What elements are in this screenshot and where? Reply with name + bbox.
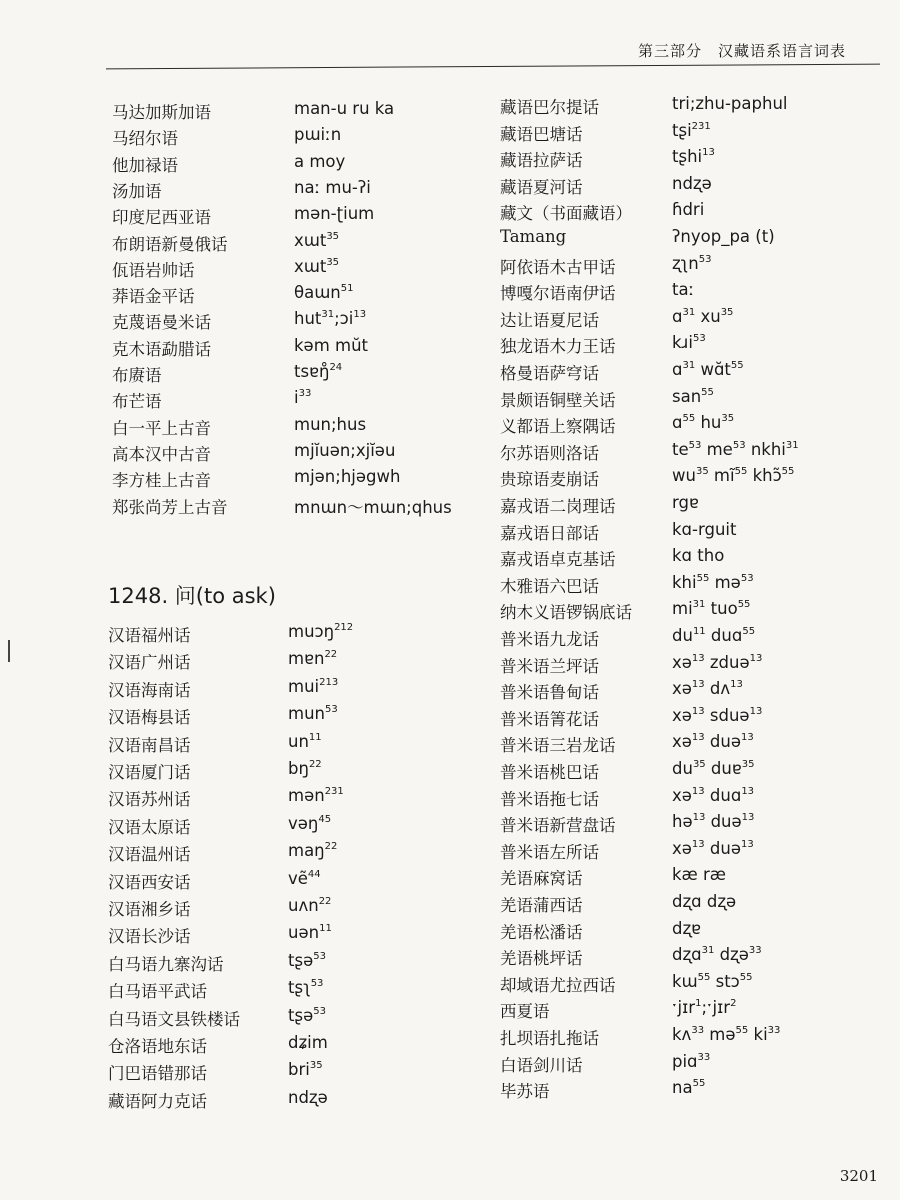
entry-row: [500, 121, 880, 147]
word-form: taː: [672, 280, 695, 300]
word-form: muɔŋ$^{212}$: [288, 622, 354, 641]
language-name: 汉语南昌话: [108, 735, 191, 755]
language-name: 普米语三岩龙话: [500, 736, 616, 756]
word-form: naː mu-ʔi: [294, 177, 371, 197]
entry-row: [500, 732, 880, 758]
language-name: 汉语梅县话: [108, 708, 191, 728]
entry-row: [108, 1060, 480, 1086]
entry-row: [112, 257, 482, 283]
entry-row: [500, 227, 880, 253]
word-form: xə$^{13}$ duə$^{13}$: [672, 732, 754, 752]
word-form: xɯt$^{35}$: [294, 230, 340, 250]
entry-row: [500, 147, 880, 173]
language-name: 独龙语木力王话: [500, 337, 616, 357]
entry-row: [108, 951, 480, 977]
word-form: rgɐ: [672, 493, 699, 512]
word-form: kɑ tho: [672, 546, 725, 566]
entry-row: [108, 732, 480, 758]
word-form: mjən;hjəgwh: [294, 467, 401, 487]
entry-row: [108, 841, 480, 867]
entry-row: [112, 283, 482, 309]
language-name: 汉语广州话: [108, 653, 191, 673]
word-form: xə$^{13}$ duə$^{13}$: [672, 838, 754, 858]
language-name: 藏语巴尔提话: [500, 98, 599, 117]
language-name: 嘉戎语二岗理话: [500, 497, 616, 516]
entry-row: [500, 599, 880, 625]
section-heading: 1248. 问(to ask): [108, 584, 276, 608]
language-name: 白马语文县铁楼话: [108, 1009, 240, 1029]
word-form: $du^{35}$ duɐ$^{35}$: [672, 759, 755, 778]
language-name: 高本汉中古音: [112, 444, 211, 464]
language-name: 汉语湘乡话: [108, 900, 191, 919]
entry-row: [500, 998, 880, 1024]
language-name: 却域语尤拉西话: [500, 975, 616, 995]
language-name: 达让语夏尼话: [500, 310, 599, 330]
page-number: 3201: [839, 1167, 878, 1185]
word-form: xə$^{13}$ duɑ$^{13}$: [672, 785, 755, 805]
entry-row: [112, 178, 482, 204]
word-form: θaɯn$^{51}$: [294, 283, 354, 303]
language-name: 羌语麻窝话: [500, 869, 583, 889]
entry-row: [500, 919, 880, 945]
word-form: ɑ$^{31}$ $wɑ̆t^{55}$: [672, 360, 744, 379]
word-form: xə$^{13}$ sduə$^{13}$: [672, 705, 763, 725]
word-form: vəŋ$^{45}$: [288, 813, 332, 833]
entry-row: [500, 892, 880, 918]
entry-row: [500, 280, 880, 306]
language-name: 普米语箐花话: [500, 709, 599, 729]
entry-row: [500, 626, 880, 652]
language-name: 嘉戎语卓克基话: [500, 550, 616, 570]
entry-row: [108, 923, 480, 949]
entry-row: [500, 307, 880, 333]
language-name: 汉语福州话: [108, 626, 191, 645]
entry-row: [500, 679, 880, 705]
entry-row: [112, 231, 482, 257]
language-name: 羌语松潘话: [500, 922, 583, 942]
word-form: $i^{33}$: [294, 388, 312, 408]
language-name: 普米语新营盘话: [500, 816, 616, 836]
word-form: maŋ$^{22}$: [288, 841, 338, 861]
word-form: san$^{55}$: [672, 386, 714, 406]
entry-row: [500, 1078, 880, 1104]
entry-row: [112, 415, 482, 441]
word-form: $wu^{35}$ $mĩ^{55}$ khɔ̃$^{55}$: [672, 466, 795, 486]
language-name: 克木语勐腊话: [112, 339, 211, 359]
language-name: 嘉戎语日部话: [500, 523, 599, 543]
word-form: uʌn$^{22}$: [288, 896, 332, 915]
entry-row: [500, 1052, 880, 1078]
word-form: $bŋ^{22}$: [288, 759, 322, 778]
language-name: 阿依语木古甲话: [500, 257, 616, 277]
word-form: mjĭuən;xjĭəu: [294, 440, 396, 460]
entry-row: [500, 972, 880, 998]
word-form: ndʐə: [288, 1087, 328, 1107]
language-name: 白马语平武话: [108, 982, 207, 1002]
entry-row: [500, 200, 880, 226]
entry-row: [500, 413, 880, 439]
page-header-title: 第三部分 汉藏语系语言词表: [637, 42, 846, 60]
language-name: 藏语夏河话: [500, 177, 583, 197]
entry-row: [500, 520, 880, 546]
language-name: 印度尼西亚语: [112, 208, 211, 228]
entry-row: [112, 125, 482, 151]
entry-row: [112, 467, 482, 493]
entry-row: [108, 759, 480, 785]
word-form: ɑ$^{31}$ $xu^{35}$: [672, 306, 734, 326]
word-form: ʐʅn$^{53}$: [672, 253, 712, 273]
entry-row: [108, 896, 480, 922]
language-name: 汤加语: [112, 181, 162, 201]
word-form: xɯt$^{35}$: [294, 256, 340, 276]
language-name: 门巴语错那话: [108, 1064, 207, 1084]
language-name: 李方桂上古音: [112, 471, 211, 491]
word-form: ʔnyop_pa (t): [672, 227, 775, 246]
language-name: 景颇语铜壁关话: [500, 390, 616, 410]
entry-row: [500, 945, 880, 971]
language-name: 羌语桃坪话: [500, 949, 583, 969]
entry-row: [500, 360, 880, 386]
word-form: kɯ$^{55}$ stɔ$^{55}$: [672, 971, 753, 991]
word-form: $un^{11}$: [288, 731, 322, 751]
word-form: xə$^{13}$ dʌ$^{13}$: [672, 679, 743, 699]
entry-row: [112, 362, 482, 388]
entry-row: [108, 1006, 480, 1032]
language-name: 毕苏语: [500, 1082, 550, 1102]
language-name: 义都语上察隅话: [500, 417, 616, 437]
word-form: mui$^{213}$: [288, 676, 339, 696]
word-form: mən-ʈium: [294, 204, 375, 224]
language-name: 藏语巴塘话: [500, 124, 583, 144]
entry-row: [500, 865, 880, 891]
word-form: kəm mŭt: [294, 335, 369, 355]
language-name: 藏语阿力克话: [108, 1091, 207, 1111]
word-form: piɑ$^{33}$: [672, 1051, 711, 1071]
language-name: 木雅语六巴话: [500, 576, 599, 596]
entry-row: [500, 493, 880, 519]
language-name: 莽语金平话: [112, 287, 195, 307]
word-form: $te^{53}$ $me^{53}$ nkhi$^{31}$: [672, 439, 799, 459]
language-name: 汉语长沙话: [108, 927, 191, 947]
language-name: 汉语太原话: [108, 817, 191, 837]
word-form: vẽ$^{44}$: [288, 868, 321, 888]
entry-row: [500, 706, 880, 732]
language-name: 汉语温州话: [108, 845, 191, 865]
language-name: 汉语西安话: [108, 872, 191, 892]
language-name: 普米语九龙话: [500, 630, 599, 649]
entry-row: [112, 494, 482, 520]
language-name: 贵琼语麦崩话: [500, 470, 599, 490]
entry-row: [500, 333, 880, 359]
word-form: a moy: [294, 151, 346, 171]
language-name: 仓洛语地东话: [108, 1037, 207, 1056]
language-name: 汉语厦门话: [108, 763, 191, 782]
entry-row: [108, 814, 480, 840]
language-name: 普米语拖七话: [500, 789, 599, 809]
word-form: xə$^{13}$ zduə$^{13}$: [672, 652, 763, 672]
language-name: Tamang: [500, 227, 567, 246]
word-form: ndʐə: [672, 173, 712, 193]
entry-row: [108, 622, 480, 648]
word-form: dʑim: [288, 1033, 328, 1052]
word-form: ˑjɪr$^1$;ˑjɪr$^2$: [672, 998, 737, 1018]
entry-row: [500, 759, 880, 785]
word-form: dʐɐ: [672, 918, 702, 938]
entry-row: [112, 388, 482, 414]
language-name: 白马语九寨沟话: [108, 954, 224, 974]
entry-row: [500, 786, 880, 812]
word-form: khi$^{55}$ mə$^{53}$: [672, 572, 754, 592]
language-name: 藏文（书面藏语）: [500, 204, 632, 224]
language-name: 普米语鲁甸话: [500, 683, 599, 703]
entry-row: [108, 1088, 480, 1114]
word-form: mnɯn～mɯn;qhus: [294, 497, 452, 517]
entry-row: [500, 254, 880, 280]
entry-row: [500, 653, 880, 679]
entry-row: [108, 869, 480, 895]
entry-row: [500, 1025, 880, 1051]
word-form: tsɐŋ̊$^{24}$: [294, 362, 343, 381]
entry-row: [108, 1033, 480, 1059]
word-form: mun;hus: [294, 414, 367, 434]
entry-row: [500, 573, 880, 599]
language-name: 普米语兰坪话: [500, 656, 599, 676]
language-name: 藏语拉萨话: [500, 151, 583, 171]
language-name: 白一平上古音: [112, 418, 211, 438]
entry-row: [500, 440, 880, 466]
entry-row: [112, 204, 482, 230]
word-form: $na^{55}$: [672, 1078, 706, 1098]
word-form: $du^{11}$ duɑ$^{55}$: [672, 626, 756, 645]
language-name: 布芒语: [112, 392, 162, 412]
entry-row: [500, 812, 880, 838]
word-form: ɑ$^{55}$ $hu^{35}$: [672, 413, 735, 433]
language-name: 尔苏语则洛话: [500, 443, 599, 463]
language-name: 布赓语: [112, 366, 162, 385]
language-name: 马绍尔语: [112, 129, 178, 149]
language-name: 格曼语萨穹话: [500, 364, 599, 383]
entry-row: [112, 152, 482, 178]
entry-row: [500, 466, 880, 492]
word-form: tʂə$^{53}$: [288, 950, 326, 970]
word-form: ɦdri: [672, 200, 705, 220]
language-name: 汉语海南话: [108, 680, 191, 700]
word-form: mun$^{53}$: [288, 704, 338, 724]
entry-row: [500, 546, 880, 572]
word-form: mɐn$^{22}$: [288, 649, 338, 669]
entry-row: [108, 677, 480, 703]
word-form: uən$^{11}$: [288, 923, 332, 943]
word-form: kʌ$^{33}$ mə$^{55}$ $ki^{33}$: [672, 1025, 781, 1044]
language-name: 纳木义语锣锅底话: [500, 603, 632, 623]
entry-row: [108, 704, 480, 730]
word-form: hut$^{31}$;ɔi$^{13}$: [294, 309, 367, 329]
language-name: 扎坝语扎拖话: [500, 1029, 599, 1048]
language-name: 他加禄语: [112, 155, 178, 175]
language-name: 布朗语新曼俄话: [112, 234, 228, 254]
word-form: tʂʅ$^{53}$: [288, 978, 324, 998]
entry-row: [112, 309, 482, 335]
word-form: kɹi$^{53}$: [672, 333, 706, 353]
entry-row: [112, 99, 482, 125]
entry-row: [108, 649, 480, 675]
entry-row: [108, 978, 480, 1004]
word-form: tri;zhu-paphul: [672, 94, 788, 113]
word-form: bri$^{35}$: [288, 1060, 323, 1080]
entry-row: [108, 786, 480, 812]
word-form: tʂi$^{231}$: [672, 120, 711, 140]
language-name: 羌语蒲西话: [500, 896, 583, 915]
entry-row: [500, 387, 880, 413]
word-form: mən$^{231}$: [288, 786, 344, 806]
entry-row: [500, 839, 880, 865]
word-form: $mi^{31}$ tuo$^{55}$: [672, 599, 751, 619]
language-name: 马达加斯加语: [112, 103, 211, 122]
entry-row: [112, 336, 482, 362]
word-form: hə$^{13}$ duə$^{13}$: [672, 812, 755, 832]
language-name: 博嘎尔语南伊话: [500, 284, 616, 304]
entry-row: [500, 94, 880, 120]
language-name: 白语剑川话: [500, 1055, 583, 1075]
word-form: tʂhi$^{13}$: [672, 147, 715, 167]
language-name: 西夏语: [500, 1002, 550, 1022]
word-form: kɑ-rguit: [672, 519, 737, 539]
word-form: dʐɑ$^{31}$ dʐə$^{33}$: [672, 945, 762, 965]
language-name: 克蔑语曼米话: [112, 313, 211, 333]
language-name: 佤语岩帅话: [112, 260, 195, 280]
language-name: 郑张尚芳上古音: [112, 497, 228, 517]
language-name: 普米语左所话: [500, 842, 599, 862]
word-form: pɯiːn: [294, 125, 342, 145]
word-form: man-u ru ka: [294, 99, 395, 118]
entry-row: [500, 174, 880, 200]
language-name: 汉语苏州话: [108, 790, 191, 810]
word-form: tʂə$^{53}$: [288, 1005, 326, 1025]
language-name: 普米语桃巴话: [500, 763, 599, 782]
word-form: kæ ræ: [672, 865, 726, 885]
word-form: dʐɑ dʐə: [672, 892, 737, 911]
entry-row: [112, 441, 482, 467]
